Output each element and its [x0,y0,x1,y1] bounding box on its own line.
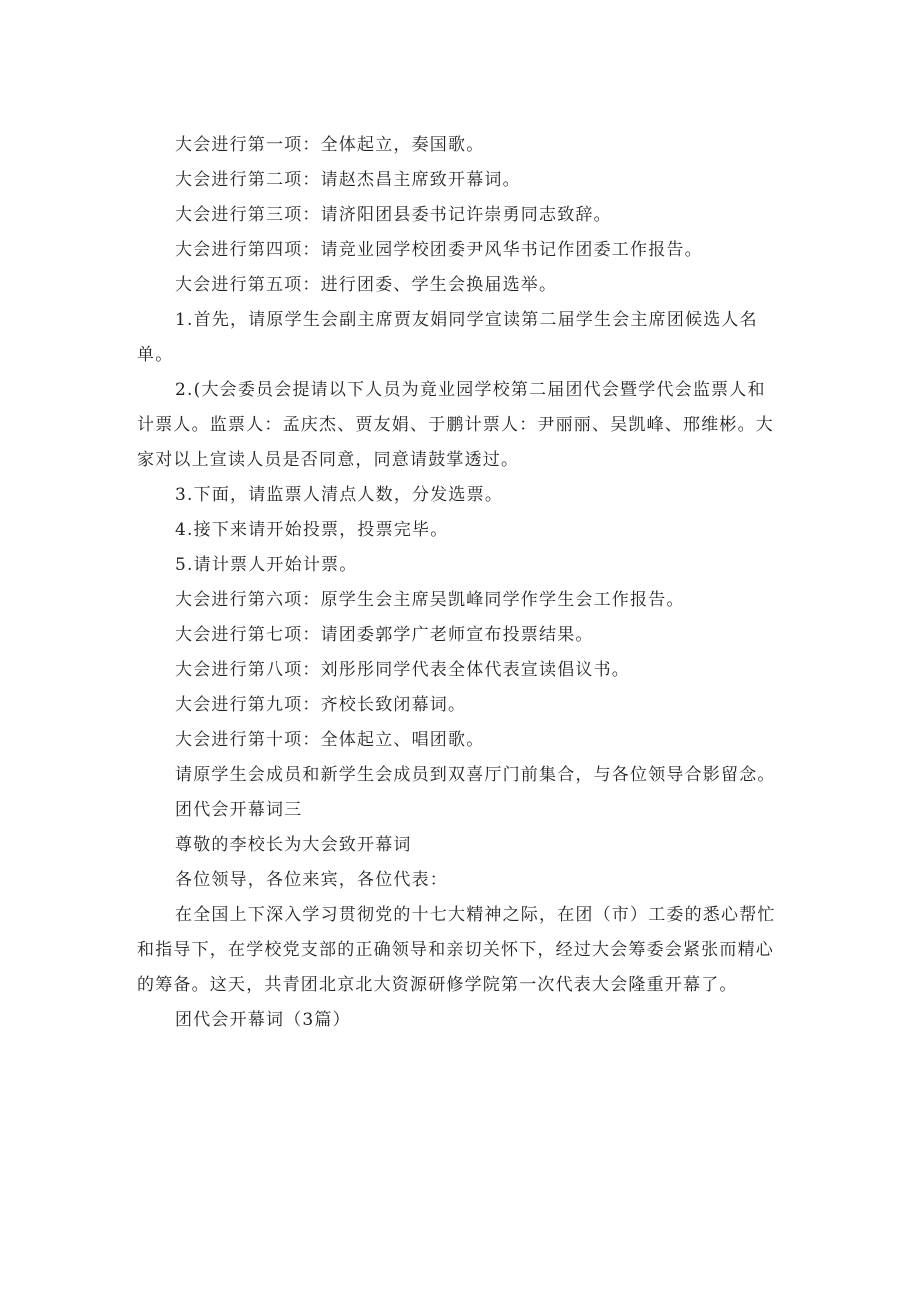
agenda-item-9: 大会进行第九项：齐校长致闭幕词。 [175,695,467,715]
agenda-item-5: 大会进行第五项：进行团委、学生会换届选举。 [175,275,558,295]
closing-photo-note: 请原学生会成员和新学生会成员到双喜厅门前集合，与各位领导合影留念。 [175,765,776,785]
agenda-item-3: 大会进行第三项：请济阳团县委书记许崇勇同志致辞。 [175,205,612,225]
agenda-item-2: 大会进行第二项：请赵杰昌主席致开幕词。 [175,170,521,190]
election-step-1: 1.首先，请原学生会副主席贾友娟同学宣读第二届学生会主席团候选人名单。 [137,310,758,365]
agenda-item-6: 大会进行第六项：原学生会主席吴凯峰同学作学生会工作报告。 [175,590,685,610]
agenda-item-8: 大会进行第八项：刘彤彤同学代表全体代表宣读倡议书。 [175,660,630,680]
agenda-item-7: 大会进行第七项：请团委郭学广老师宣布投票结果。 [175,625,594,645]
section-title-3: 团代会开幕词三 [175,800,303,820]
election-step-5: 5.请计票人开始计票。 [175,555,358,575]
agenda-item-1: 大会进行第一项：全体起立，奏国歌。 [175,135,485,155]
election-step-2: 2.(大会委员会提请以下人员为竟业园学校第二届团代会暨学代会监票人和计票人。监票人：孟庆杰、贾友娟、于鹏计票人：尹丽丽、吴凯峰、邢维彬。大家对以上宣读人员是否同意，同意请鼓掌透过。 [137,380,774,470]
collection-title: 团代会开幕词（3篇） [175,1010,351,1030]
speech-body: 在全国上下深入学习贯彻党的十七大精神之际，在团（市）工委的悉心帮忙和指导下，在学校党支部的正确领导和亲切关怀下，经过大会筹委会紧张而精心的筹备。这天，共青团北京北大资源研修学院第一次代表大会隆重开幕了。 [137,905,776,995]
agenda-item-4: 大会进行第四项：请竞业园学校团委尹风华书记作团委工作报告。 [175,240,703,260]
document-body [137,128,777,1038]
election-step-4: 4.接下来请开始投票，投票完毕。 [175,520,449,540]
election-step-3: 3.下面，请监票人清点人数，分发选票。 [175,485,504,505]
agenda-item-10: 大会进行第十项：全体起立、唱团歌。 [175,730,485,750]
speech-heading: 尊敬的李校长为大会致开幕词 [175,835,412,855]
salutation: 各位领导，各位来宾，各位代表： [175,870,448,890]
